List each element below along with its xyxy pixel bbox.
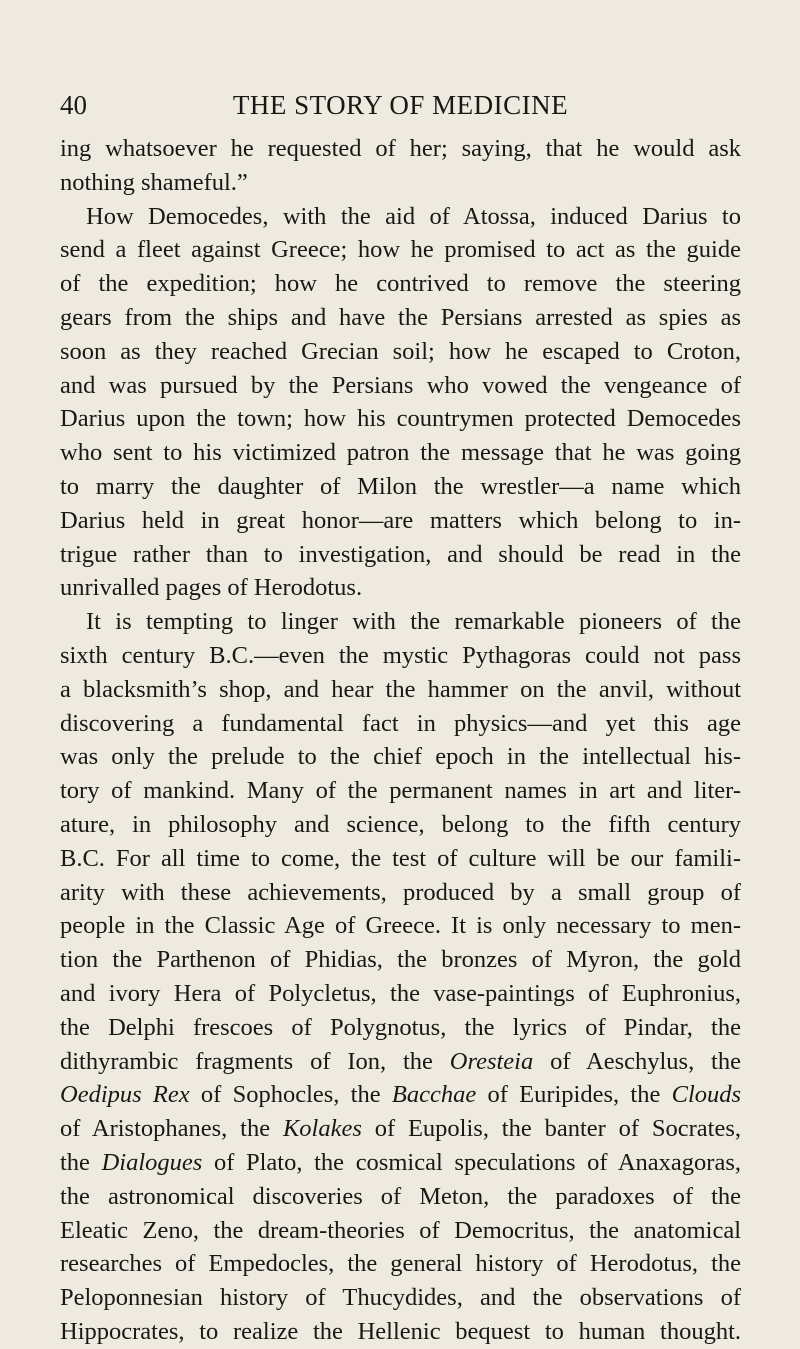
- work-title: Bacchae: [391, 1081, 477, 1109]
- text-line: who sent to his victimized patron the message that he was going: [60, 439, 741, 467]
- line-text: of Plato, the cosmical speculations of Anaxagoras,: [213, 1148, 741, 1176]
- line-text: of Aeschylus, the: [550, 1047, 741, 1075]
- text-line: people in the Classic Age of Greece. It is only necessary to men-: [60, 912, 741, 940]
- text-line: Peloponnesian history of Thucydides, and the observations of: [60, 1284, 741, 1312]
- text-line: unrivalled pages of Herodotus.: [60, 574, 363, 602]
- text-line: Hippocrates, to realize the Hellenic bequest to human thought.: [60, 1317, 741, 1345]
- work-title: Kolakes: [282, 1115, 362, 1143]
- text-line: ing whatsoever he requested of her; saying, that he would ask: [60, 135, 741, 162]
- text-line: B.C. For all time to come, the test of culture will be our famili-: [60, 844, 741, 872]
- page-number: 40: [60, 90, 87, 120]
- work-title: Clouds: [671, 1081, 741, 1109]
- work-title: Dialogues: [101, 1148, 203, 1176]
- text-line: discovering a fundamental fact in physics—and yet this age: [60, 709, 741, 737]
- text-line: to marry the daughter of Milon the wrestler—a name which: [60, 472, 741, 500]
- text-line: was only the prelude to the chief epoch in the intellectual his-: [60, 743, 741, 771]
- line-text: of Euripides, the: [487, 1081, 661, 1109]
- text-line: the Delphi frescoes of Polygnotus, the lyrics of Pindar, the: [60, 1013, 741, 1041]
- page-header: [60, 90, 741, 122]
- text-line: trigue rather than to investigation, and should be read in the: [60, 540, 741, 568]
- text-line: [60, 1112, 741, 1146]
- text-line: [60, 1045, 741, 1079]
- work-title: Oedipus Rex: [60, 1081, 190, 1109]
- text-line: ature, in philosophy and science, belong to the fifth century: [60, 810, 741, 838]
- text-line: and was pursued by the Persians who vowed the vengeance of: [60, 371, 741, 399]
- text-line: [60, 1078, 741, 1112]
- text-line: tory of mankind. Many of the permanent names in art and liter-: [60, 777, 741, 805]
- running-head: THE STORY OF MEDICINE: [232, 90, 569, 120]
- text-line: soon as they reached Grecian soil; how he escaped to Croton,: [60, 337, 741, 365]
- text-line: Eleatic Zeno, the dream-theories of Democritus, the anatomical: [60, 1216, 741, 1244]
- text-line: sixth century B.C.—even the mystic Pythagoras could not pass: [60, 641, 741, 669]
- line-text: the: [60, 1148, 90, 1176]
- line-text: of Aristophanes, the: [60, 1115, 271, 1143]
- text-line: tion the Parthenon of Phidias, the bronzes of Myron, the gold: [60, 946, 741, 974]
- work-title: Oresteia: [449, 1047, 534, 1075]
- text-line: How Democedes, with the aid of Atossa, induced Darius to: [86, 202, 741, 230]
- text-line: a blacksmith’s shop, and hear the hammer on the anvil, without: [60, 675, 741, 703]
- text-line: researches of Empedocles, the general history of Herodotus, the: [60, 1250, 741, 1278]
- text-line: the astronomical discoveries of Meton, the paradoxes of the: [60, 1182, 741, 1210]
- text-line: Darius held in great honor—are matters which belong to in-: [60, 506, 741, 534]
- text-line: gears from the ships and have the Persians arrested as spies as: [60, 303, 741, 331]
- body-text: [60, 132, 741, 1349]
- text-line: and ivory Hera of Polycletus, the vase-paintings of Euphronius,: [60, 979, 741, 1007]
- text-line: of the expedition; how he contrived to remove the steering: [60, 270, 741, 298]
- text-line: arity with these achievements, produced by a small group of: [60, 878, 741, 906]
- text-line: send a fleet against Greece; how he promised to act as the guide: [60, 236, 741, 264]
- line-text: of Eupolis, the banter of Socrates,: [374, 1115, 741, 1143]
- text-line: nothing shameful.”: [60, 168, 248, 196]
- line-text: dithyrambic fragments of Ion, the: [60, 1047, 433, 1075]
- text-line: [60, 1146, 741, 1180]
- text-line: It is tempting to linger with the remarkable pioneers of the: [86, 608, 741, 636]
- text-line: Darius upon the town; how his countrymen protected Democedes: [60, 405, 741, 433]
- line-text: of Sophocles, the: [200, 1081, 381, 1109]
